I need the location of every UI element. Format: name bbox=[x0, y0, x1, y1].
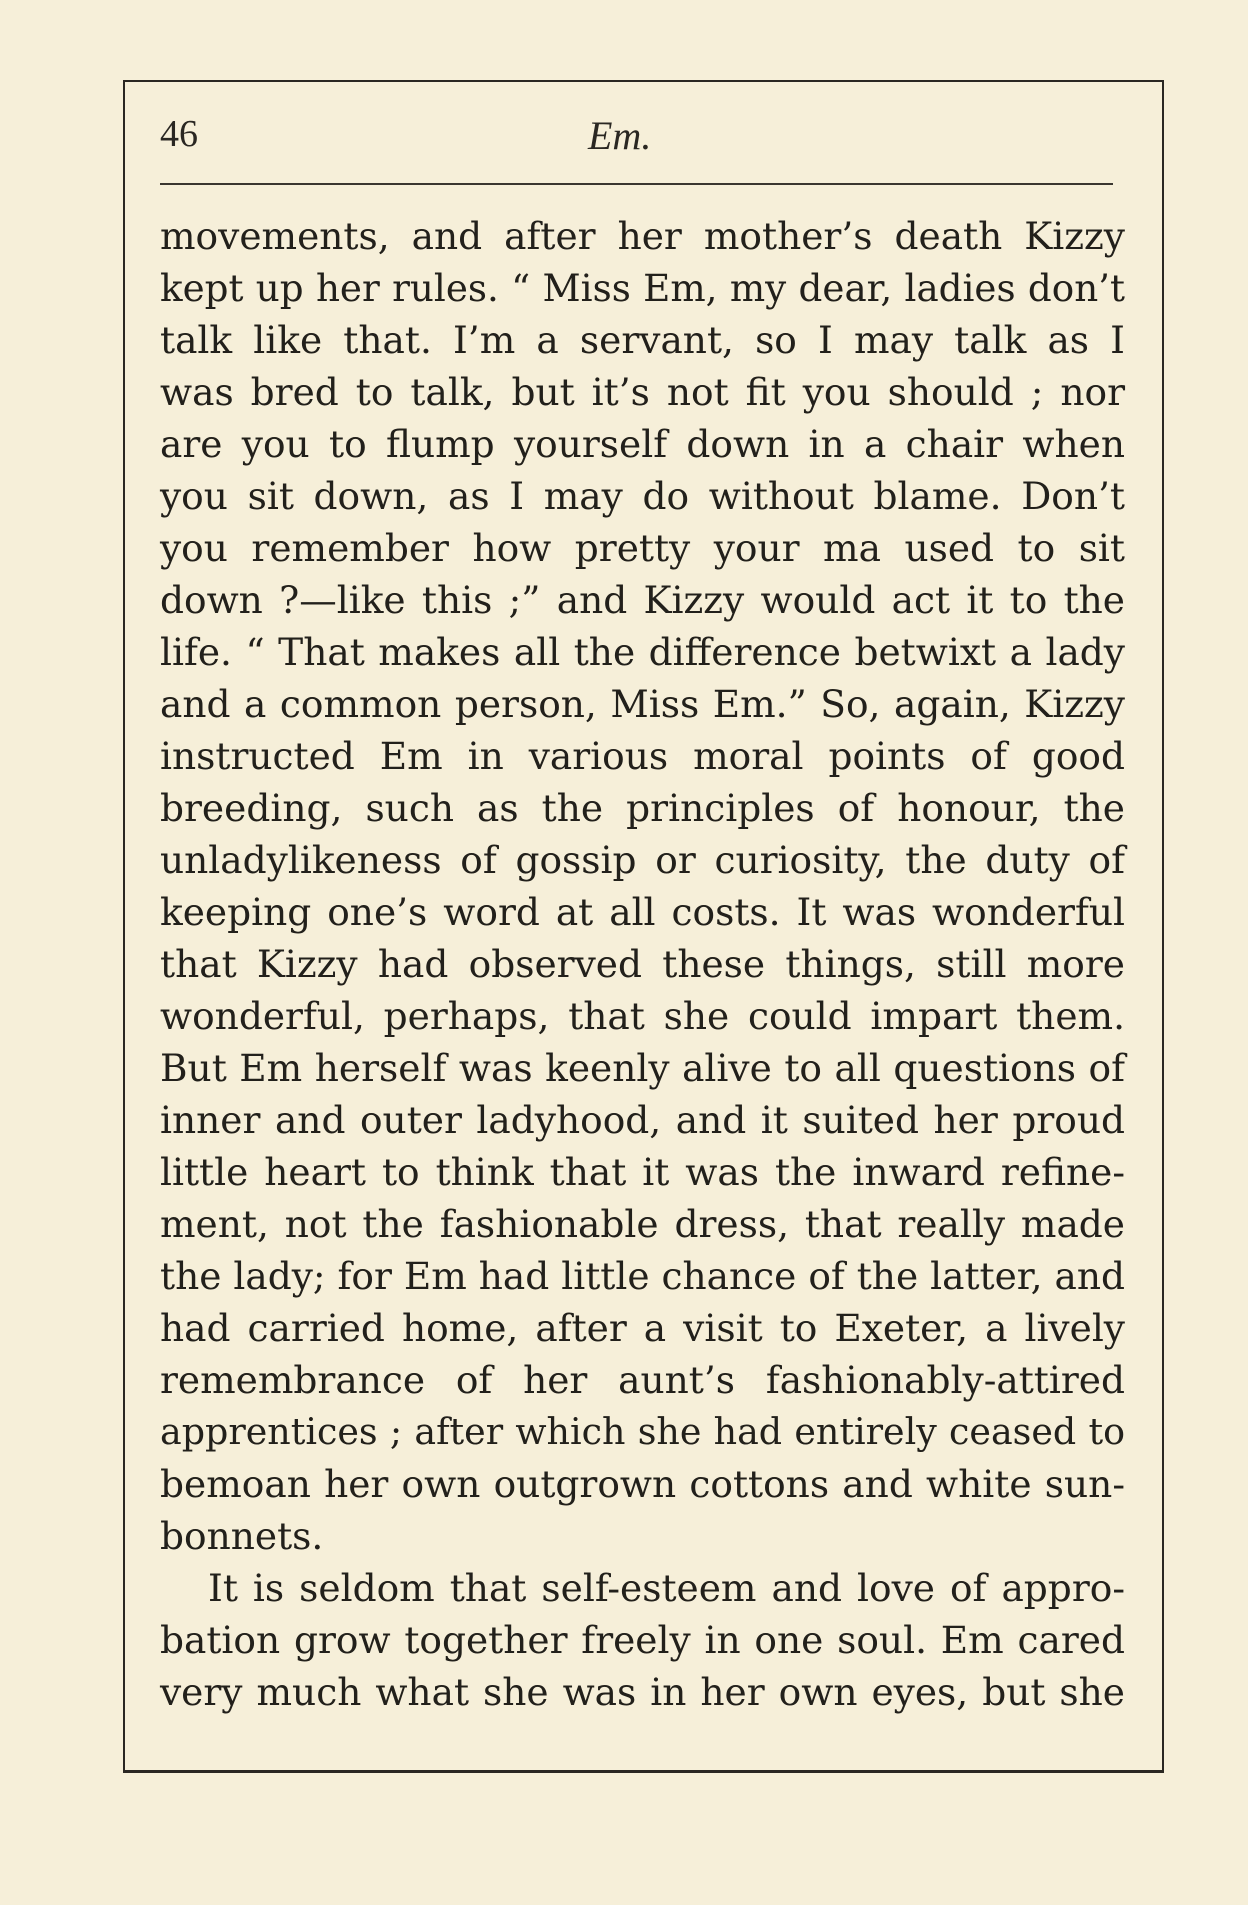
paragraph-start-line: It is seldom that self-esteem and love of appro- bbox=[208, 1566, 1125, 1610]
text-line: inner and outer ladyhood, and it suited her proud bbox=[160, 1098, 1125, 1142]
text-line: life. “ That makes all the difference betwixt a lady bbox=[160, 630, 1125, 674]
header-rule bbox=[160, 183, 1113, 185]
text-line: talk like that. I’m a servant, so I may talk as I bbox=[160, 318, 1125, 362]
text-line: and a common person, Miss Em.” So, again, Kizzy bbox=[160, 682, 1125, 726]
text-line: was bred to talk, but it’s not fit you should ; nor bbox=[160, 370, 1125, 414]
running-title: Em. bbox=[588, 113, 652, 158]
text-line: But Em herself was keenly alive to all questions of bbox=[160, 1046, 1125, 1090]
text-line: bation grow together freely in one soul. Em cared bbox=[160, 1618, 1125, 1662]
body-text bbox=[160, 210, 1125, 1718]
text-line: are you to flump yourself down in a chair when bbox=[160, 422, 1125, 466]
text-line: you remember how pretty your ma used to sit bbox=[160, 526, 1125, 570]
page-number: 46 bbox=[160, 113, 198, 155]
text-line: that Kizzy had observed these things, still more bbox=[160, 942, 1125, 986]
text-line: kept up her rules. “ Miss Em, my dear, ladies don’t bbox=[160, 266, 1125, 310]
text-line: the lady; for Em had little chance of the latter, and bbox=[160, 1254, 1125, 1298]
text-line: ment, not the fashionable dress, that really made bbox=[160, 1202, 1125, 1246]
text-line: keeping one’s word at all costs. It was wonderful bbox=[160, 890, 1125, 934]
text-line: you sit down, as I may do without blame. Don’t bbox=[160, 474, 1125, 518]
text-line: down ?—like this ;” and Kizzy would act it to the bbox=[160, 578, 1125, 622]
text-line: unladylikeness of gossip or curiosity, the duty of bbox=[160, 838, 1125, 882]
text-line: apprentices ; after which she had entirely ceased to bbox=[160, 1410, 1125, 1453]
text-line: breeding, such as the principles of honour, the bbox=[160, 786, 1125, 830]
text-line: instructed Em in various moral points of good bbox=[160, 734, 1125, 778]
running-head bbox=[160, 112, 1110, 172]
text-line: wonderful, perhaps, that she could impart them. bbox=[160, 994, 1125, 1038]
text-line: movements, and after her mother’s death Kizzy bbox=[160, 214, 1125, 258]
text-line: little heart to think that it was the inward refine- bbox=[160, 1150, 1125, 1194]
text-line: had carried home, after a visit to Exeter, a lively bbox=[160, 1306, 1125, 1350]
paragraph-end-line: bonnets. bbox=[160, 1514, 324, 1558]
text-line: bemoan her own outgrown cottons and white sun- bbox=[160, 1462, 1125, 1506]
text-line: remembrance of her aunt’s fashionably-attired bbox=[160, 1358, 1125, 1402]
text-line: very much what she was in her own eyes, but she bbox=[160, 1670, 1125, 1714]
